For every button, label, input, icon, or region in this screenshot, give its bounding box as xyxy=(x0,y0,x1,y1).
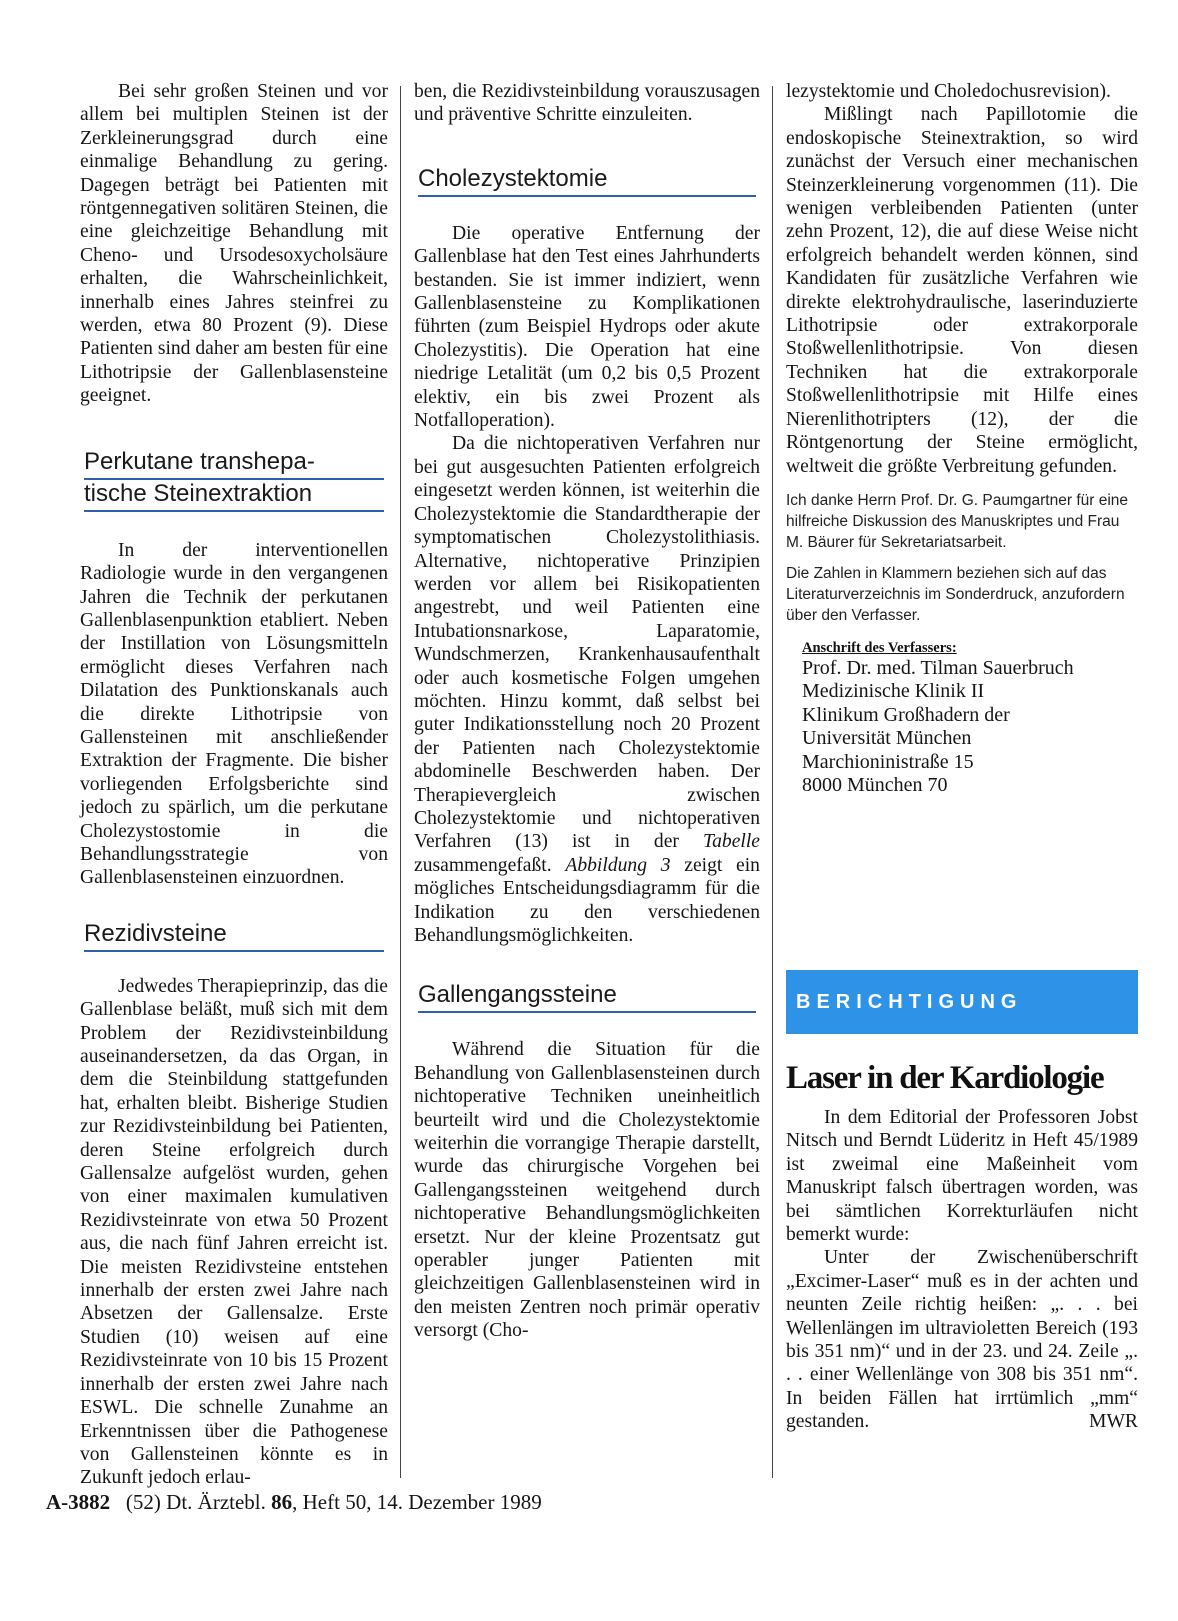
paragraph: Mißlingt nach Papillotomie die endoskopische Steinextraktion, so wird zunächst der Versuch einer mechanischen Steinzerkleinerung vorgenommen (11). Die wenigen verbleibenden Patienten (unter zehn Prozent, 12), die auf diese Weise nicht erfolgreich behandelt werden können, sind Kandidaten für zusätzliche Verfahren wie direkte elektrohydraulische, laserinduzierte Lithotripsie oder extrakorporale Stoßwellenlithotripsie. Von diesen Techniken hat die extrakorporale Stoßwellenlithotripsie mit Hilfe eines Nierenlithotripters (12), der die Röntgenortung der Steine ermöglicht, weltweit die größte Verbreitung gefunden. xyxy=(786,104,1138,477)
heading-line: Perkutane transhepa- xyxy=(84,447,315,475)
address-label: Anschrift des Verfassers: xyxy=(802,639,957,656)
volume: 86 xyxy=(271,1490,293,1514)
paragraph xyxy=(786,1246,1138,1433)
berichtigung-banner: BERICHTIGUNG xyxy=(786,970,1138,1034)
heading-line: tische Steinextraktion xyxy=(84,479,313,507)
paragraph: In dem Editorial der Professoren Jobst Nitsch und Berndt Lüderitz in Heft 45/1989 ist zweimal eine Maßeinheit vom Manuskript falsch übertragen worden, was bei sämtlichen Korrekturläufen nicht bemerkt wurde: xyxy=(786,1107,1138,1246)
heading-underline xyxy=(84,510,384,512)
heading-line: Rezidivsteine xyxy=(84,919,227,947)
section-heading-gallengangssteine xyxy=(414,981,760,1016)
address-line: Prof. Dr. med. Tilman Sauerbruch xyxy=(802,656,1074,679)
heading-underline xyxy=(418,195,756,197)
reference-note: Die Zahlen in Klammern beziehen sich auf das Literaturverzeichnis im Sonderdruck, anzufordern über den Verfasser. xyxy=(786,564,1125,624)
page-footer xyxy=(46,1490,542,1515)
column-3 xyxy=(786,80,1138,798)
address-line: Klinikum Großhadern der xyxy=(802,703,1010,726)
correction-body xyxy=(786,1106,1138,1434)
paragraph: ben, die Rezidivsteinbildung vorauszusagen und präventive Schritte einzuleiten. xyxy=(414,81,760,126)
paragraph: In der interventionellen Radiologie wurde in den vergangenen Jahren die Technik der perkutanen Gallenblasenpunktion etabliert. Neben der Instillation von Lösungsmitteln ermöglicht dieses Verfahren nach Dilatation des Punktionskanals auch die direkte Lithotripsie von Gallensteinen mit anschließender Extraktion der Fragmente. Die bisher vorliegenden Erfolgsberichte sind jedoch zu spärlich, um die perkutane Cholezystostomie in die Behandlungsstrategie von Gallenblasensteinen einzuordnen. xyxy=(80,539,388,889)
address-line: 8000 München 70 xyxy=(802,774,948,797)
heading-underline xyxy=(418,1011,756,1013)
section-heading-cholezystektomie xyxy=(414,165,760,200)
heading-line: Cholezystektomie xyxy=(418,164,608,192)
paragraph: lezystektomie und Choledochusrevision). xyxy=(786,81,1111,102)
column-divider xyxy=(400,86,401,1478)
section-heading-rezidivsteine xyxy=(80,920,388,955)
author-address xyxy=(786,640,1138,798)
italic-ref: Tabelle xyxy=(703,831,760,853)
heading-underline xyxy=(84,950,384,952)
paragraph: Bei sehr großen Steinen und vor allem bei multiplen Steinen ist der Zerkleinerungsgrad durch eine einmalige Behandlung zu gering. Dagegen beträgt bei Patienten mit röntgennegativen solitären Steinen, die eine gleichzeitige Behandlung mit Cheno- und Ursodesoxycholsäure erhalten, die Wahrscheinlichkeit, innerhalb eines Jahres steinfrei zu werden, etwa 80 Prozent (9). Diese Patienten sind daher am besten für eine Lithotripsie der Gallenblasensteine geeignet. xyxy=(80,81,388,407)
paragraph: Während die Situation für die Behandlung von Gallenblasensteinen durch nichtoperative Techniken uneinheitlich beurteilt wird und die Cholezystektomie weiterhin die vorrangige Therapie darstellt, wurde das chirurgische Vorgehen bei Gallengangssteinen weitgehend durch nichtoperative Behandlungsmöglichkeiten ersetzt. Nur der kleine Prozentsatz gut operabler junger Patienten mit gleichzeitigen Gallenblasensteinen wird in den meisten Zentren noch primär operativ versorgt (Cho- xyxy=(414,1039,760,1342)
correction-title: Laser in der Kardiologie xyxy=(786,1060,1104,1096)
signature: MWR xyxy=(1089,1411,1138,1433)
text-run: zeigt ein mögliches Entscheidungsdiagramm für die Indikation zu den verschiedenen Behandlungsmöglichkeiten. xyxy=(414,854,760,946)
citation: (52) Dt. Ärztebl. xyxy=(125,1490,266,1514)
column-1 xyxy=(80,80,388,1490)
paragraph xyxy=(414,432,760,947)
text-run: zusammengefaßt. xyxy=(414,854,552,876)
column-2 xyxy=(414,80,760,1343)
address-line: Medizinische Klinik II xyxy=(802,680,985,703)
page-number: A-3882 xyxy=(46,1490,111,1514)
citation-rest: , Heft 50, 14. Dezember 1989 xyxy=(292,1490,542,1514)
acknowledgement: Ich danke Herrn Prof. Dr. G. Paumgartner für eine hilfreiche Diskussion des Manuskriptes und Frau M. Bäurer für Sekretariatsarbeit. xyxy=(786,491,1129,551)
paragraph: Die operative Entfernung der Gallenblase hat den Test eines Jahrhunderts bestanden. Sie ist immer indiziert, wenn Gallenblasensteine zu Komplikationen führten (zum Beispiel Hydrops oder akute Cholezystitis). Die Operation hat eine niedrige Letalität (um 0,2 bis 0,5 Prozent elektiv, ein bis zwei Prozent als Notfalloperation). xyxy=(414,222,760,432)
paragraph: Jedwedes Therapieprinzip, das die Gallenblase beläßt, muß sich mit dem Problem der Rezidivsteinbildung auseinandersetzen, da das Organ, in dem die Steinbildung stattgefunden hat, erhalten bleibt. Bisherige Studien zur Rezidivsteinbildung bei Patienten, deren Steine erfolgreich durch Gallensalze aufgelöst wurden, gehen von einer maximalen kumulativen Rezidivsteinrate von etwa 50 Prozent aus, die nach fünf Jahren erreicht ist. Die meisten Rezidivsteine entstehen innerhalb der ersten zwei Jahre nach Absetzen der Gallensalze. Erste Studien (10) weisen auf eine Rezidivsteinrate von 10 bis 15 Prozent innerhalb der ersten zwei Jahre nach ESWL. Die schnelle Zunahme an Erkenntnissen über die Pathogenese von Gallensteinen könnte es in Zukunft jedoch erlau- xyxy=(80,975,388,1489)
section-heading-perkutane xyxy=(80,448,388,515)
column-divider xyxy=(772,86,773,1478)
text-run: Da die nichtoperativen Verfahren nur bei gut ausgesuchten Patienten erfolgreich eingesetzt werden können, ist weiterhin die Cholezystektomie die Standardtherapie der symptomatischen Cholezystolithiasis. Alternative, nichtoperative Prinzipien werden vor allem bei Risikopatienten angestrebt, und weil Patienten eine Intubationsnarkose, Laparatomie, Wundschmerzen, Krankenhausaufenthalt oder auch kosmetische Folgen umgehen möchten. Hinzu kommt, daß selbst bei guter Indikationsstellung noch 20 Prozent der Patienten nach Cholezystektomie abdominelle Beschwerden haben. Der Therapievergleich zwischen Cholezystektomie und nichtoperativen Verfahren (13) ist in der xyxy=(414,433,760,853)
address-line: Marchioninistraße 15 xyxy=(802,750,974,773)
heading-line: Gallengangssteine xyxy=(418,981,617,1009)
text-run: Unter der Zwischenüberschrift „Excimer-Laser“ muß es in der achten und neunten Zeile richtig heißen: „. . . bei Wellenlängen im ultravioletten Bereich (193 bis 351 nm)“ und in der 23. und 24. Zeile „. . . einer Wellenlänge von 308 bis 351 nm“. In beiden Fällen hat irrtümlich „mm“ gestanden. xyxy=(786,1247,1138,1433)
italic-ref: Abbildung 3 xyxy=(565,854,671,876)
address-line: Universität München xyxy=(802,727,972,750)
